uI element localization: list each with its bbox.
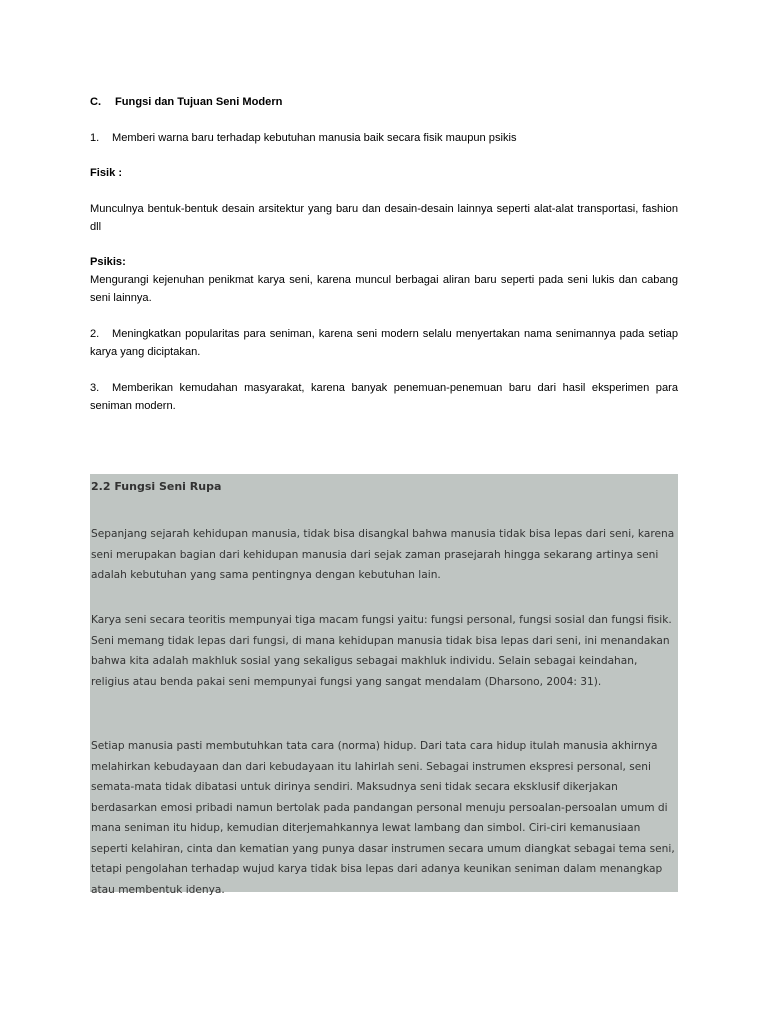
item-1-text: Memberi warna baru terhadap kebutuhan manusia baik secara fisik maupun psikis xyxy=(112,132,517,144)
section-c-letter: C. xyxy=(90,96,102,108)
item-3-number: 3. xyxy=(90,382,100,394)
psikis-label: Psikis: xyxy=(90,256,126,268)
item-2-number: 2. xyxy=(90,328,100,340)
box-title: 2.2 Fungsi Seni Rupa xyxy=(91,480,222,493)
box-paragraph-3: Setiap manusia pasti membutuhkan tata cara (norma) hidup. Dari tata cara hidup itulah manusia akhirnya melahirkan kebudayaan dan dari kebudayaan itu lahirlah seni. Sebagai instrumen ekspresi personal, seni semata-mata tidak dibatasi untuk dirinya sendiri. Maksudnya seni tidak secara eksklusif dikerjakan berdasarkan emosi pribadi namun bertolak pada pandangan personal menuju persoalan-persoalan umum di mana seniman itu hidup, kemudian diterjemahkannya lewat lambang dan simbol. Ciri-ciri kemanusiaan seperti kelahiran, cinta dan kematian yang punya dasar instrumen secara umum diangkat sebagai tema seni, tetapi pengolahan terhadap wujud karya tidak bisa lepas dari adanya keunikan seniman dalam menangkap atau membentuk idenya. xyxy=(91,740,675,896)
item-3-text: Memberikan kemudahan masyarakat, karena banyak penemuan-penemuan baru dari hasil eksperimen para seniman modern. xyxy=(90,382,678,412)
section-c-heading xyxy=(90,93,282,111)
item-2 xyxy=(90,325,678,361)
fisik-label: Fisik : xyxy=(90,167,123,179)
box-paragraph-1: Sepanjang sejarah kehidupan manusia, tidak bisa disangkal bahwa manusia tidak bisa lepas dari seni, karena seni merupakan bagian dari kehidupan manusia dari sejak zaman prasejarah hingga sekarang artinya seni adalah kebutuhan yang sama pentingnya dengan kebutuhan lain. xyxy=(91,528,675,581)
item-2-text: Meningkatkan popularitas para seniman, karena seni modern selalu menyertakan nama senimannya pada setiap karya yang diciptakan. xyxy=(90,328,678,358)
fisik-text: Munculnya bentuk-bentuk desain arsitektur yang baru dan desain-desain lainnya seperti alat-alat transportasi, fashion dll xyxy=(90,203,678,233)
item-1 xyxy=(90,129,678,147)
section-c-title: Fungsi dan Tujuan Seni Modern xyxy=(115,96,283,108)
item-3 xyxy=(90,379,678,415)
box-paragraph-2: Karya seni secara teoritis mempunyai tiga macam fungsi yaitu: fungsi personal, fungsi sosial dan fungsi fisik. Seni memang tidak lepas dari fungsi, di mana kehidupan manusia tidak bisa lepas dari seni, ini menandakan bahwa kita adalah makhluk sosial yang sekaligus sebagai makhluk individu. Selain sebagai keindahan, religius atau benda pakai seni mempunyai fungsi yang sangat mendalam (Dharsono, 2004: 31). xyxy=(91,614,672,688)
item-1-number: 1. xyxy=(90,132,100,144)
psikis-text: Mengurangi kejenuhan penikmat karya seni, karena muncul berbagai aliran baru seperti pada seni lukis dan cabang seni lainnya. xyxy=(90,274,678,304)
